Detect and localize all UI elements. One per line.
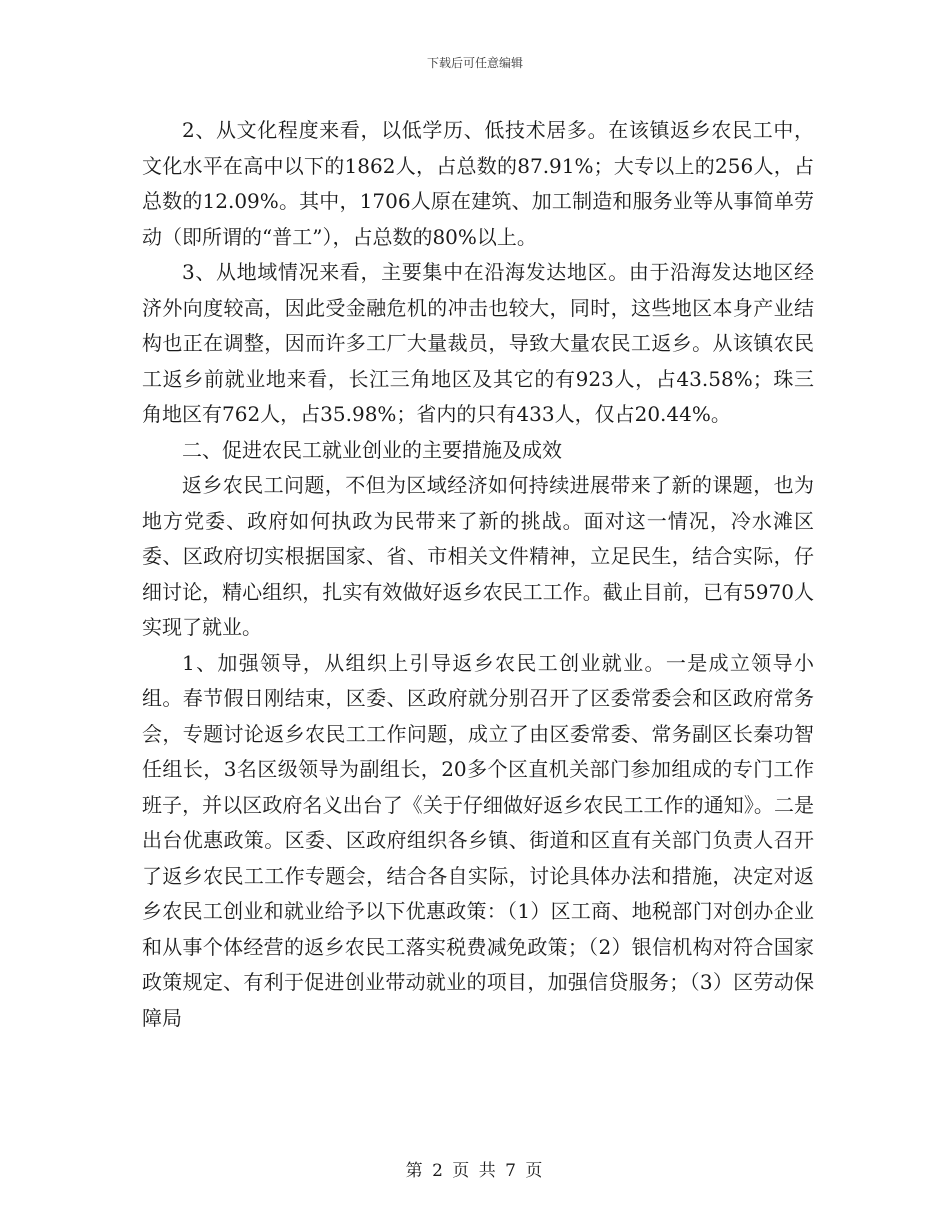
- page-number: 第 2 页 共 7 页: [405, 1161, 545, 1181]
- paragraph-challenge: 返乡农民工问题，不但为区域经济如何持续进展带来了新的课题，也为地方党委、政府如何执政为民带来了新的挑战。面对这一情况，冷水滩区委、区政府切实根据国家、省、市相关文件精神，立足民生，结合实际，仔细讨论，精心组织，扎实有效做好返乡农民工工作。截止目前，已有5970人实现了就业。: [142, 473, 814, 639]
- paragraph-leadership: 1、加强领导，从组织上引导返乡农民工创业就业。一是成立领导小组。春节假日刚结束，区委、区政府就分别召开了区委常委会和区政府常务会，专题讨论返乡农民工工作问题，成立了由区委常委、常务副区长秦功智任组长，3名区级领导为副组长，20多个区直机关部门参加组成的专门工作班子，并以区政府名义出台了《关于仔细做好返乡农民工工作的通知》。二是出台优惠政策。区委、区政府组织各乡镇、街道和区直有关部门负责人召开了返乡农民工工作专题会，结合各自实际，讨论具体办法和措施，决定对返乡农民工创业和就业给予以下优惠政策：（1）区工商、地税部门对创办企业和从事个体经营的返乡农民工落实税费减免政策；（2）银信机构对符合国家政策规定、有利于促进创业带动就业的项目，加强信贷服务；（3）区劳动保障局: [142, 650, 814, 1030]
- header-note: 下载后可任意编辑: [426, 56, 523, 70]
- page-header: [0, 54, 950, 71]
- page-footer: [0, 1156, 950, 1181]
- document-body: [142, 113, 814, 1036]
- section-heading-measures: 二、促进农民工就业创业的主要措施及成效: [182, 437, 562, 462]
- paragraph-region: 3、从地域情况来看，主要集中在沿海发达地区。由于沿海发达地区经济外向度较高，因此受金融危机的冲击也较大，同时，这些地区本身产业结构也正在调整，因而许多工厂大量裁员，导致大量农民工返乡。从该镇农民工返乡前就业地来看，长江三角地区及其它的有923人，占43.58%；珠三角地区有762人，占35.98%；省内的只有433人，仅占20.44%。: [142, 260, 814, 426]
- paragraph-education: 2、从文化程度来看，以低学历、低技术居多。在该镇返乡农民工中，文化水平在高中以下的1862人，占总数的87.91%；大专以上的256人，占总数的12.09%。其中，1706人原在建筑、加工制造和服务业等从事简单劳动（即所谓的“普工”），占总数的80%以上。: [142, 118, 814, 249]
